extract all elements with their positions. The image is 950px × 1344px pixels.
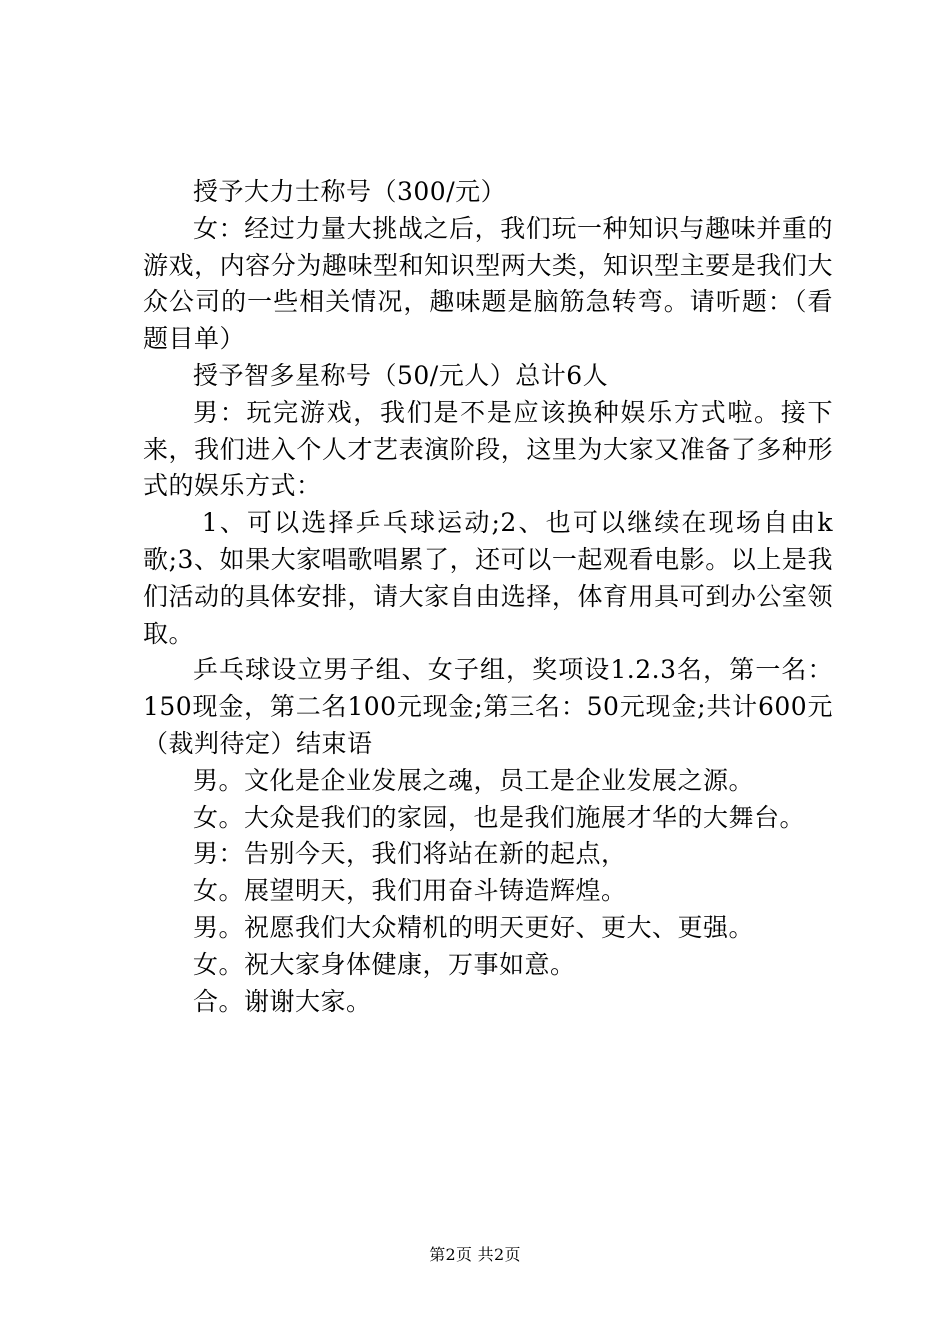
page-number: 第2页 共2页 [429,1245,521,1264]
paragraph-table-tennis-prizes: 乒乓球设立男子组、女子组，奖项设1.2.3名，第一名：150现金，第二名100元现金;第三名：50元现金;共计600元（裁判待定）结束语 [143,655,833,758]
paragraph-closing-line-6: 女。祝大家身体健康，万事如意。 [193,949,576,979]
paragraph-closing-line-3: 男：告别今天，我们将站在新的起点， [193,839,627,869]
paragraph-closing-line-1: 男。文化是企业发展之魂，员工是企业发展之源。 [193,765,755,795]
paragraph-closing-line-5: 男。祝愿我们大众精机的明天更好、更大、更强。 [193,912,755,942]
paragraph-award-wise-star: 授予智多星称号（50/元人）总计6人 [193,360,609,390]
paragraph-quiz-intro: 女：经过力量大挑战之后，我们玩一种知识与趣味并重的游戏，内容分为趣味型和知识型两大类，知识型主要是我们大众公司的一些相关情况，趣味题是脑筋急转弯。请听题：（看题目单） [143,213,833,354]
paragraph-award-strongman: 授予大力士称号（300/元） [193,177,507,206]
paragraph-closing-line-2: 女。大众是我们的家园，也是我们施展才华的大舞台。 [193,802,806,832]
paragraph-closing-line-4: 女。展望明天，我们用奋斗铸造辉煌。 [193,876,627,906]
paragraph-talent-show-intro: 男：玩完游戏，我们是不是应该换种娱乐方式啦。接下来，我们进入个人才艺表演阶段，这里为大家又准备了多种形式的娱乐方式： [143,397,833,501]
page-footer [0,1245,950,1265]
paragraph-closing-line-7: 合。谢谢大家。 [193,986,372,1016]
document-body [143,174,833,1020]
paragraph-activity-options: 1、可以选择乒乓球运动;2、也可以继续在现场自由k歌;3、如果大家唱歌唱累了，还可以一起观看电影。以上是我们活动的具体安排，请大家自由选择，体育用具可到办公室领取。 [143,508,833,648]
